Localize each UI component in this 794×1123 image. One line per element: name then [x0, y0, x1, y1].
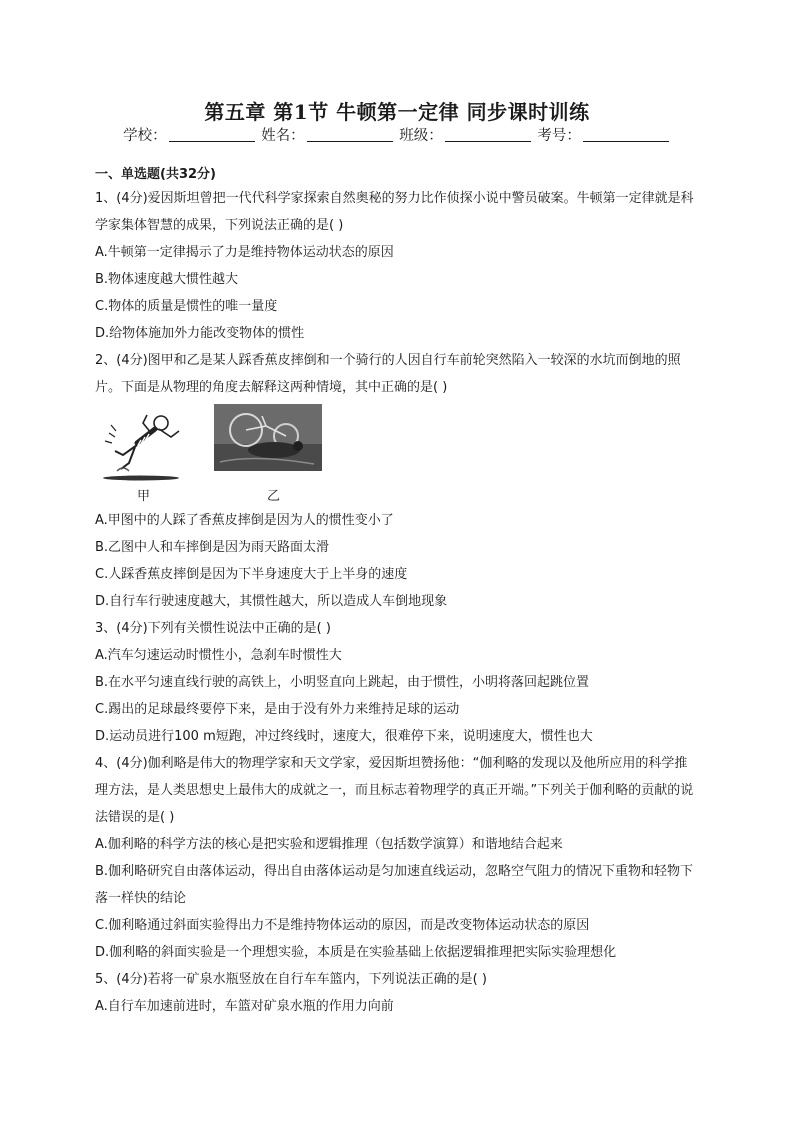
option-a: A.牛顿第一定律揭示了力是维持物体运动状态的原因 [95, 245, 394, 260]
question-stem: 3、(4分)下列有关惯性说法中正确的是( ) [95, 621, 331, 636]
question-2 [95, 347, 699, 615]
option-c: C.踢出的足球最终要停下来，是由于没有外力来维持足球的运动 [95, 702, 460, 717]
name-label: 姓名： [261, 128, 305, 144]
question-stem: 4、(4分)伽利略是伟大的物理学家和天文学家，爱因斯坦赞扬他：“伽利略的发现以及他所应用的科学推理方法，是人类思想史上最伟大的成就之一，而且标志着物理学的真正开端。”下列关于伽利略的贡献的说法错误的是( ) [95, 756, 694, 825]
option-c: C.人踩香蕉皮摔倒是因为下半身速度大于上半身的速度 [95, 567, 408, 582]
page-title: 第五章 第1节 牛顿第一定律 同步课时训练 [204, 100, 590, 124]
class-blank[interactable] [445, 127, 531, 142]
question-4 [95, 750, 699, 966]
bicycle-crash-photo [214, 404, 322, 471]
figure-caption-yi: 乙 [267, 489, 281, 504]
option-d: D.自行车行驶速度越大，其惯性越大，所以造成人车倒地现象 [95, 594, 448, 609]
question-area [95, 165, 699, 1020]
question-stem: 1、(4分)爱因斯坦曾把一代代科学家探索自然奥秘的努力比作侦探小说中警员破案。牛顿第一定律就是科学家集体智慧的成果，下列说法正确的是( ) [95, 191, 694, 233]
exam-no-blank[interactable] [583, 127, 669, 142]
option-b: B.伽利略研究自由落体运动，得出自由落体运动是匀加速直线运动，忽略空气阻力的情况下重物和轻物下落一样快的结论 [95, 864, 694, 906]
option-b: B.在水平匀速直线行驶的高铁上，小明竖直向上跳起，由于惯性，小明将落回起跳位置 [95, 675, 590, 690]
option-a: A.伽利略的科学方法的核心是把实验和逻辑推理（包括数学演算）和谐地结合起来 [95, 837, 563, 852]
school-blank[interactable] [169, 127, 255, 142]
option-d: D.运动员进行100 m短跑，冲过终线时，速度大，很难停下来，说明速度大，惯性也大 [95, 729, 593, 744]
school-label: 学校： [123, 128, 167, 144]
exam-no-label: 考号： [537, 128, 581, 144]
option-a: A.甲图中的人踩了香蕉皮摔倒是因为人的惯性变小了 [95, 513, 394, 528]
option-c: C.物体的质量是惯性的唯一量度 [95, 299, 278, 314]
option-c: C.伽利略通过斜面实验得出力不是维持物体运动的原因，而是改变物体运动状态的原因 [95, 918, 590, 933]
figure-pair [95, 401, 699, 507]
question-stem: 2、(4分)图甲和乙是某人踩香蕉皮摔倒和一个骑行的人因自行车前轮突然陷入一较深的水坑而倒地的照片。下面是从物理的角度去解释这两种情境，其中正确的是( ) [95, 353, 681, 395]
option-d: D.给物体施加外力能改变物体的惯性 [95, 326, 305, 341]
question-1 [95, 185, 699, 347]
class-label: 班级： [399, 128, 443, 144]
banana-slip-figure [101, 407, 185, 485]
option-b: B.物体速度越大惯性越大 [95, 272, 239, 287]
option-b: B.乙图中人和车摔倒是因为雨天路面太滑 [95, 540, 330, 555]
option-d: D.伽利略的斜面实验是一个理想实验，本质是在实验基础上依据逻辑推理把实际实验理想化 [95, 945, 617, 960]
question-5 [95, 966, 699, 1020]
figure-caption-jia: 甲 [137, 489, 151, 504]
option-a: A.汽车匀速运动时惯性小，急刹车时惯性大 [95, 648, 342, 663]
student-info-line [0, 126, 794, 146]
section-heading: 一、单选题(共32分) [95, 167, 216, 182]
question-stem: 5、(4分)若将一矿泉水瓶竖放在自行车车篮内，下列说法正确的是( ) [95, 972, 487, 987]
name-blank[interactable] [307, 127, 393, 142]
question-3 [95, 615, 699, 750]
option-a: A.自行车加速前进时，车篮对矿泉水瓶的作用力向前 [95, 999, 394, 1014]
